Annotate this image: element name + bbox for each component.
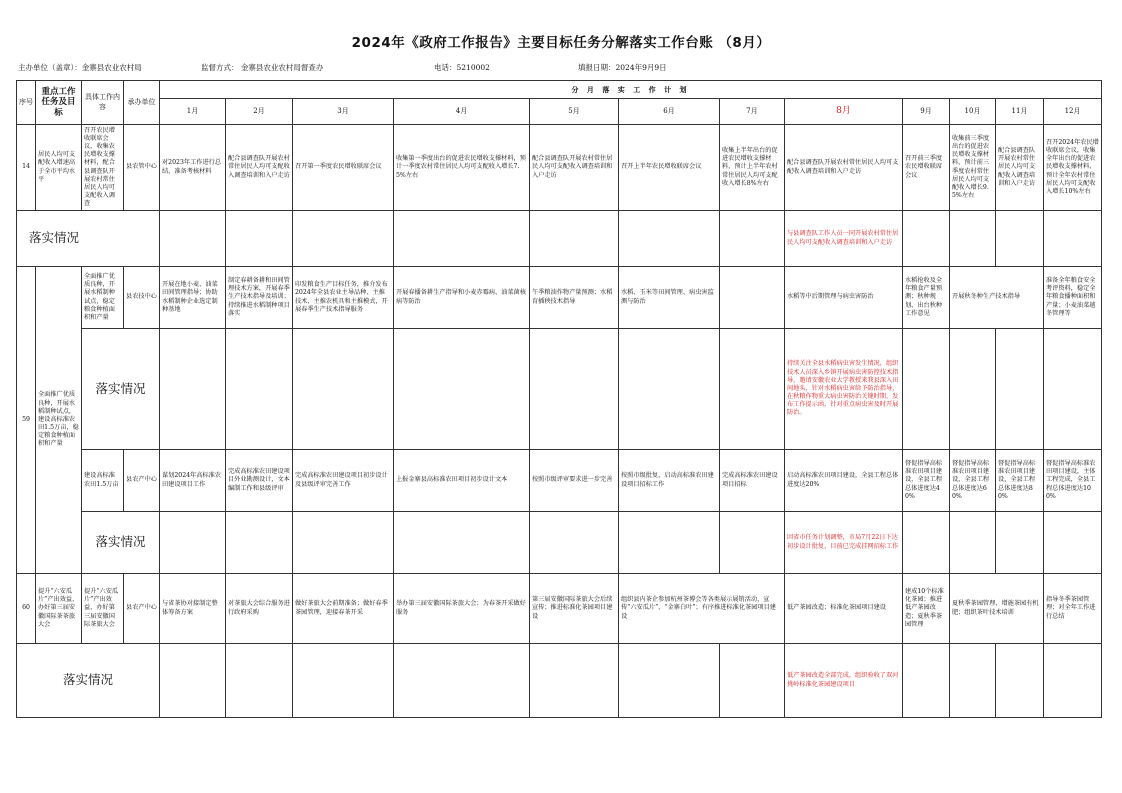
row-unit: 县农产中心 <box>124 450 160 512</box>
page-title: 2024年《政府工作报告》主要目标任务分解落实工作台账 （8月） <box>351 35 771 51</box>
impl-label: 落实情况 <box>82 329 160 450</box>
month-cell: 水稻抢收及全年粮食产量预测；秋种规划，出台秋种工作意见 <box>903 267 950 329</box>
month-cell: 督促指导高标准农田项目建设，全县工程总体进度达60% <box>950 450 996 512</box>
table-row <box>17 450 1102 512</box>
month-cell: 开展秋冬种生产技术指导 <box>950 267 1044 329</box>
month-cell: 收集上半年出台的促进农民增收支撑材料，预计上半年农村常住居民人均可支配收入增长8%左右 <box>720 125 785 211</box>
month-cell: 制定春耕备耕和田间管理技术方案，开展春季生产技术指导及培训；持续推进水稻制种项目落实 <box>226 267 293 329</box>
month-cell: 谋划2024年高标准农田建设项目工作 <box>160 450 226 512</box>
impl-august: 低产茶园改造全部完成，组织验收了双河挑岭标准化茶园建设项目 <box>785 644 903 718</box>
month-cell: 准备全年粮食安全考评资料，稳定全年粮食播种面积和产量；小麦油菜越冬管理等 <box>1044 267 1102 329</box>
month-cell: 召开2024年农民增收联席会议，收集全年出台的促进农民增收支撑材料，预计全年农村常住居民人均可支配收入增长10%左右 <box>1044 125 1102 211</box>
month-header: 5月 <box>530 99 619 125</box>
impl-august: 与县调查队工作人员一同开展农村常住居民人均可支配收入调查培训和入户走访 <box>785 211 903 267</box>
month-cell: 督促指导高标准农田项目建设，全县工程总体进度达80% <box>996 450 1044 512</box>
table-row <box>17 574 1102 644</box>
task-table <box>16 80 1102 718</box>
month-cell: 午季粮油作物产量预测；水稻育插秧技术指导 <box>530 267 619 329</box>
month-header: 11月 <box>996 99 1044 125</box>
month-cell: 开展在地小麦、油菜田间管理指导；协助水稻制种企业选定制种基地 <box>160 267 226 329</box>
month-header: 4月 <box>394 99 530 125</box>
row-content: 全面推广优质良种，开展水稻制种试点，稳定粮食种植面积和产量 <box>82 267 124 329</box>
month-cell: 召开上半年农民增收联席会议 <box>619 125 720 211</box>
month-cell: 指导冬季茶园管理；对全年工作进行总结 <box>1044 574 1102 644</box>
month-cell: 第三届安徽国际茶旅大会后续宣传；推进标准化茶园项目建设 <box>530 574 619 644</box>
month-cell: 按照市级评审要求进一步完善 <box>530 450 619 512</box>
month-cell: 召开前三季度农民增收联席会议 <box>903 125 950 211</box>
month-cell: 组织县内茶企参加杭州茶博会等各类展示展销活动，宣传“六安瓜片”、“金寨白叶”；有序推进标准化茶园项目建设 <box>619 574 785 644</box>
impl-row <box>17 329 1102 450</box>
month-cell: 做好茶旅大会前期准备；做好春季茶园管理，迎接春茶开采 <box>293 574 394 644</box>
impl-label: 落实情况 <box>17 211 160 267</box>
month-cell: 对2023年工作进行总结，准备考核材料 <box>160 125 226 211</box>
impl-row <box>17 512 1102 574</box>
row-task: 全面推广优质良种，开展水稻制种试点，建设高标准农田1.5万亩，稳定粮食种植面积和产量 <box>36 267 82 574</box>
impl-august: 持续关注全县水稻病虫害发生情况，组织技术人员深入乡镇开展病虫害防控技术指导，邀请安徽农业大学教授来我县深入田间地头，针对水稻病虫害给予防治指导，在秋粮作物重大病虫害防治关键时期，发布工作提示函，针对重点病虫害及时开展防治。 <box>785 329 903 450</box>
month-cell: 召开第一季度农民增收联席会议 <box>293 125 394 211</box>
date-label: 填报日期：2024年9月9日 <box>578 63 667 72</box>
row-seq: 60 <box>17 574 36 644</box>
impl-label: 落实情况 <box>17 644 160 718</box>
header-unit: 承办单位 <box>124 81 160 125</box>
month-cell: 完成高标准农田建设项目初步设计及县级评审完善工作 <box>293 450 394 512</box>
month-cell: 举办第三届安徽国际茶旅大会；为春茶开采做好服务 <box>394 574 530 644</box>
row-seq: 59 <box>17 267 36 574</box>
month-cell: 启动高标准农田项目建设，全县工程总体进度达20% <box>785 450 903 512</box>
month-header: 7月 <box>720 99 785 125</box>
month-cell: 配合县调查队开展农村常住居民人均可支配收入调查培训和入户走访 <box>785 125 903 211</box>
supervise-label: 监督方式： 金寨县农业农村局督查办 <box>201 63 324 72</box>
month-cell: 收集第一季度出台的促进农民增收支撑材料，预计一季度农村常住居民人均可支配收入增长7.5%左右 <box>394 125 530 211</box>
month-cell: 对茶旅大会综合服务进行政府采购 <box>226 574 293 644</box>
impl-august: 因省市任务计划调整，市局7月22日下达初步设计批复，目前已完成挂网招标工作 <box>785 512 903 574</box>
month-cell: 水稻、玉米等田间管理、病虫害监测与防治 <box>619 267 720 329</box>
month-cell: 督促指导高标准农田项目建设，主体工程完成，全县工程总体进度达100% <box>1044 450 1102 512</box>
month-cell: 印发粮食生产目标任务，推介发布2024年全县农业主导品种、主推技术、主推农机具和主推模式，开展春季生产技术指导服务 <box>293 267 394 329</box>
month-header: 6月 <box>619 99 720 125</box>
month-cell: 收集前三季度出台的促进农民增收支撑材料，预计前三季度农村常住居民人均可支配收入增长9.5%左右 <box>950 125 996 211</box>
row-unit: 县农管中心 <box>124 125 160 211</box>
month-header: 1月 <box>160 99 226 125</box>
row-task: 提升“六安瓜片”产出效益，办好第三届安徽国际茶茶旅大会 <box>36 574 82 644</box>
impl-row <box>17 211 1102 267</box>
row-content: 召开农民增收联席会议，收集农民增收支撑材料，配合县调查队开展农村常住居民人均可支配收入调查 <box>82 125 124 211</box>
header-task: 重点工作任务及目标 <box>36 81 82 125</box>
month-cell <box>720 267 785 329</box>
month-cell: 配合县调查队开展农村常住居民人均可支配收入调查培训和入户走访 <box>530 125 619 211</box>
month-cell: 督促指导高标准农田项目建设，全县工程总体进度达40% <box>903 450 950 512</box>
month-cell: 夏秋季茶园管理，增施茶园有机肥；组织茶叶技术培训 <box>950 574 1044 644</box>
month-cell: 上报金寨县高标准农田项目初步设计文本 <box>394 450 530 512</box>
row-seq: 14 <box>17 125 36 211</box>
month-header: 9月 <box>903 99 950 125</box>
month-cell: 完成高标准农田建设项目外业勘测设计，文本编制工作和县级评审 <box>226 450 293 512</box>
month-header-current: 8月 <box>785 99 903 125</box>
month-cell: 与省茶协对接制定整体筹备方案 <box>160 574 226 644</box>
table-row <box>17 125 1102 211</box>
org-label: 主办单位（盖章）：金寨县农业农村局 <box>18 63 142 72</box>
month-cell: 建成10个标准化茶园；推进低产茶园改造；夏秋季茶园管理 <box>903 574 950 644</box>
month-header: 3月 <box>293 99 394 125</box>
month-header: 12月 <box>1044 99 1102 125</box>
row-unit: 县农产中心 <box>124 574 160 644</box>
header-content: 具体工作内容 <box>82 81 124 125</box>
month-cell: 低产茶园改造；标准化茶园项目建设 <box>785 574 903 644</box>
phone-label: 电话：5210002 <box>434 63 490 72</box>
month-header: 10月 <box>950 99 996 125</box>
month-cell: 完成高标准农田建设项目招标 <box>720 450 785 512</box>
impl-row <box>17 644 1102 718</box>
row-task: 居民人均可支配收入增速高于全市平均水平 <box>36 125 82 211</box>
row-content: 提升“六安瓜片”产出效益，办好第三届安徽国际茶旅大会 <box>82 574 124 644</box>
month-cell: 配合县调查队开展农村常住居民人均可支配收入调查培训和入户走访 <box>996 125 1044 211</box>
header-seq: 序号 <box>17 81 36 125</box>
header-plan: 分 月 落 实 工 作 计 划 <box>160 81 1102 99</box>
table-row <box>17 267 1102 329</box>
month-cell: 开展春播备耕生产指导和小麦赤霉病、油菜菌核病等防治 <box>394 267 530 329</box>
row-unit: 县农技中心 <box>124 267 160 329</box>
row-content: 建设高标准农田1.5万亩 <box>82 450 124 512</box>
impl-label: 落实情况 <box>82 512 160 574</box>
month-cell: 按照市级批复，启动高标准农田建设项目招标工作 <box>619 450 720 512</box>
month-header: 2月 <box>226 99 293 125</box>
month-cell: 配合县调查队开展农村常住居民人均可支配收入调查培训和入户走访 <box>226 125 293 211</box>
month-cell: 水稻等中后期管理与病虫害防治 <box>785 267 903 329</box>
